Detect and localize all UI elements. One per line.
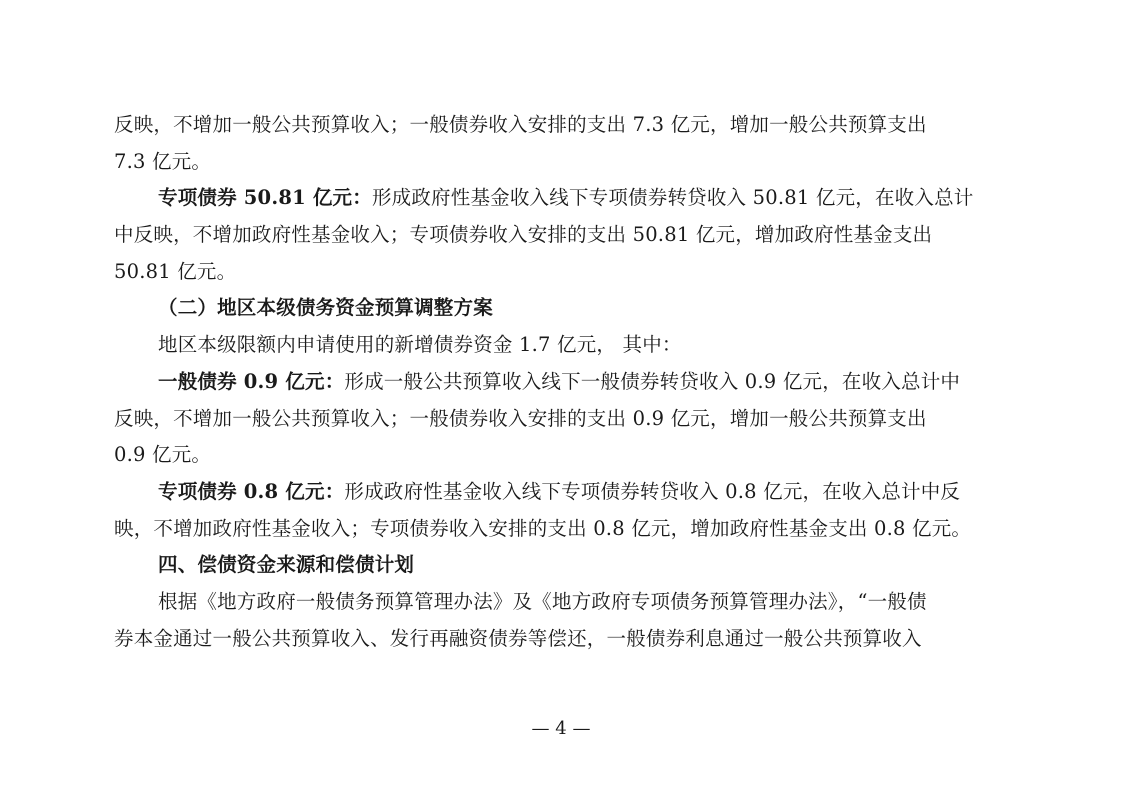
line-text: 50.81 亿元。	[114, 259, 237, 283]
line-text: 反映，不增加一般公共预算收入；一般债券收入安排的支出 7.3 亿元，增加一般公共预算支出	[114, 113, 927, 136]
line-text: 7.3 亿元。	[114, 149, 212, 173]
line-text: 映，不增加政府性基金收入；专项债券收入安排的支出 0.8 亿元，增加政府性基金支出 0.8 亿元。	[114, 516, 972, 540]
line-text: 形成政府性基金收入线下专项债券转贷收入 50.81 亿元，在收入总计	[371, 186, 974, 210]
line-text: 根据《地方政府一般债务预算管理办法》及《地方政府专项债务预算管理办法》，“一般债	[158, 589, 927, 613]
section-heading	[114, 547, 994, 584]
line-text: 中反映，不增加政府性基金收入；专项债券收入安排的支出 50.81 亿元，增加政府性基金支出	[114, 223, 933, 247]
line-text: 反映，不增加一般公共预算收入；一般债券收入安排的支出 0.9 亿元，增加一般公共预算支出	[114, 406, 927, 430]
paragraph-lead-line	[114, 474, 994, 511]
text-line	[114, 401, 994, 438]
paragraph-lead-bold: 一般债券 0.9 亿元：	[158, 369, 345, 393]
paragraph-lead-bold: 专项债券 0.8 亿元：	[158, 479, 345, 503]
text-line	[114, 511, 994, 548]
text-line	[114, 217, 994, 254]
section-heading-text: 四、偿债资金来源和偿债计划	[158, 553, 415, 577]
section-heading	[114, 290, 994, 327]
paragraph-lead-line	[114, 180, 994, 217]
body-text	[114, 107, 994, 657]
text-line	[114, 621, 994, 658]
section-heading-text: （二）地区本级债务资金预算调整方案	[158, 296, 493, 320]
page-footer	[0, 714, 1122, 744]
line-text: 地区本级限额内申请使用的新增债券资金 1.7 亿元， 其中：	[158, 333, 682, 357]
line-text: 券本金通过一般公共预算收入、发行再融资债券等偿还，一般债券利息通过一般公共预算收入	[114, 626, 922, 650]
paragraph-lead-bold: 专项债券 50.81 亿元：	[158, 186, 372, 210]
line-text: 形成一般公共预算收入线下一般债券转贷收入 0.9 亿元，在收入总计中	[344, 369, 961, 393]
text-line	[114, 437, 994, 474]
text-line	[114, 144, 994, 181]
line-text: 形成政府性基金收入线下专项债券转贷收入 0.8 亿元，在收入总计中反	[344, 479, 961, 503]
text-line	[114, 584, 994, 621]
text-line	[114, 107, 994, 144]
text-line	[114, 327, 994, 364]
line-text: 0.9 亿元。	[114, 443, 212, 467]
page-number: — 4 —	[531, 718, 591, 739]
paragraph-lead-line	[114, 364, 994, 401]
text-line	[114, 254, 994, 291]
